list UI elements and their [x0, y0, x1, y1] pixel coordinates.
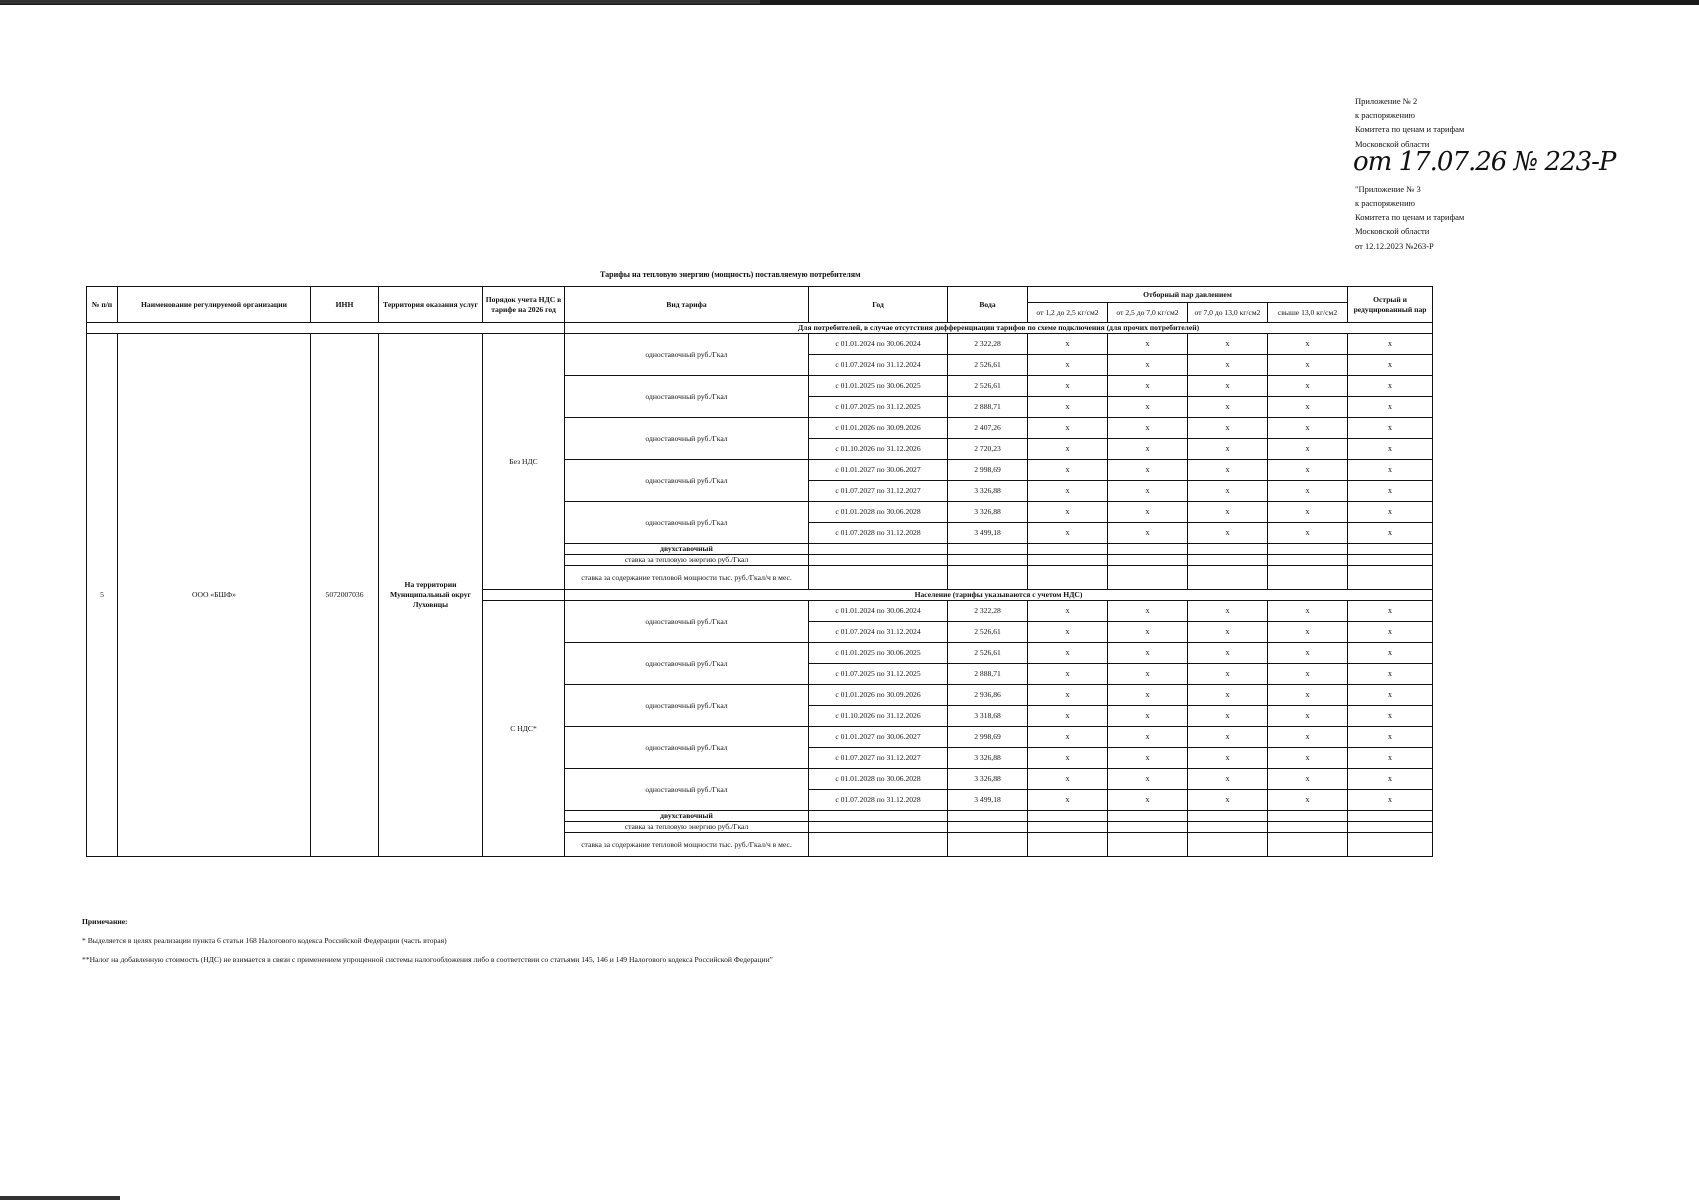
cell-mark: x [1188, 748, 1268, 769]
cell-mark: x [1268, 355, 1348, 376]
tariff-type: одноставочный руб./Гкал [565, 502, 809, 544]
tariff-period: с 01.01.2025 по 30.06.2025 [809, 376, 948, 397]
tariff-period: с 01.07.2027 по 31.12.2027 [809, 481, 948, 502]
tariff-type: одноставочный руб./Гкал [565, 685, 809, 727]
note-line: * Выделяется в целях реализации пункта 6 статьи 168 Налогового кодекса Российской Федерации (часть вторая) [82, 936, 447, 945]
cell-mark: x [1108, 376, 1188, 397]
cell-mark: x [1268, 706, 1348, 727]
cell-empty [1108, 822, 1188, 833]
cell-empty [809, 544, 948, 555]
cell-mark: x [1028, 397, 1108, 418]
cell-empty [1348, 566, 1433, 590]
cell-mark: x [1108, 397, 1188, 418]
cell-mark: x [1268, 643, 1348, 664]
tariff-water-value: 2 407,26 [948, 418, 1028, 439]
col-header-num: № п/п [87, 287, 118, 323]
cell-empty [809, 566, 948, 590]
tariff-water-value: 2 322,28 [948, 334, 1028, 355]
tariff-period: с 01.01.2024 по 30.06.2024 [809, 601, 948, 622]
tariff-water-value: 2 888,71 [948, 664, 1028, 685]
tariff-water-value: 2 322,28 [948, 601, 1028, 622]
cell-empty [1028, 566, 1108, 590]
cell-empty [1108, 833, 1188, 857]
cell-mark: x [1188, 727, 1268, 748]
vat-mode: Без НДС [483, 334, 565, 590]
cell-mark: x [1268, 460, 1348, 481]
cell-empty [1108, 555, 1188, 566]
cell-mark: x [1348, 706, 1433, 727]
prev-appendix-line: от 12.12.2023 №263-Р [1355, 240, 1434, 251]
tariff-water-value: 2 720,23 [948, 439, 1028, 460]
cell-mark: x [1028, 502, 1108, 523]
col-header-inn: ИНН [311, 287, 379, 323]
tariff-water-value: 3 499,18 [948, 790, 1028, 811]
cell-mark: x [1268, 790, 1348, 811]
cell-mark: x [1108, 727, 1188, 748]
cell-mark: x [1028, 706, 1108, 727]
cell-mark: x [1268, 685, 1348, 706]
cell-empty [1268, 833, 1348, 857]
cell-mark: x [1268, 334, 1348, 355]
two-part-capacity: ставка за содержание тепловой мощности тыс. руб./Гкал/ч в мес. [565, 566, 809, 590]
cell-empty [948, 811, 1028, 822]
prev-appendix-line: Московской области [1355, 226, 1430, 237]
document-title: Тарифы на тепловую энергию (мощность) поставляемую потребителям [600, 270, 861, 279]
cell-empty [809, 555, 948, 566]
two-part-capacity: ставка за содержание тепловой мощности тыс. руб./Гкал/ч в мес. [565, 833, 809, 857]
tariff-type: одноставочный руб./Гкал [565, 601, 809, 643]
tariff-water-value: 3 499,18 [948, 523, 1028, 544]
tariff-period: с 01.10.2026 по 31.12.2026 [809, 439, 948, 460]
cell-mark: x [1028, 727, 1108, 748]
cell-mark: x [1108, 355, 1188, 376]
appendix-stamp [1355, 94, 1615, 253]
cell-mark: x [1188, 355, 1268, 376]
cell-mark: x [1188, 376, 1268, 397]
cell-mark: x [1188, 685, 1268, 706]
cell-mark: x [1028, 460, 1108, 481]
cell-empty [1348, 544, 1433, 555]
col-header-pressure-2: от 2,5 до 7,0 кг/см2 [1108, 303, 1188, 323]
tariff-water-value: 2 998,69 [948, 460, 1028, 481]
cell-mark: x [1348, 355, 1433, 376]
cell-mark: x [1028, 601, 1108, 622]
col-header-pressure-4: свыше 13,0 кг/см2 [1268, 303, 1348, 323]
tariff-type: одноставочный руб./Гкал [565, 334, 809, 376]
cell-mark: x [1348, 523, 1433, 544]
tariff-table [86, 286, 1433, 857]
cell-empty [1188, 811, 1268, 822]
cell-empty [1188, 555, 1268, 566]
tariff-period: с 01.01.2025 по 30.06.2025 [809, 643, 948, 664]
cell-empty [948, 822, 1028, 833]
col-header-pressure-1: от 1,2 до 2,5 кг/см2 [1028, 303, 1108, 323]
notes-heading: Примечание: [82, 917, 128, 926]
tariff-water-value: 2 526,61 [948, 355, 1028, 376]
tariff-water-value: 2 526,61 [948, 376, 1028, 397]
cell-mark: x [1028, 376, 1108, 397]
cell-empty [1268, 811, 1348, 822]
entry-num: 5 [87, 334, 118, 857]
tariff-period: с 01.01.2028 по 30.06.2028 [809, 769, 948, 790]
cell-mark: x [1268, 523, 1348, 544]
col-header-territory: Территория оказания услуг [379, 287, 483, 323]
cell-mark: x [1188, 418, 1268, 439]
col-header-water: Вода [948, 287, 1028, 323]
cell-mark: x [1108, 790, 1188, 811]
tariff-water-value: 2 526,61 [948, 643, 1028, 664]
cell-mark: x [1348, 439, 1433, 460]
two-part-label: двухставочный [565, 811, 809, 822]
cell-mark: x [1028, 439, 1108, 460]
cell-mark: x [1268, 481, 1348, 502]
cell-mark: x [1028, 790, 1108, 811]
cell-mark: x [1348, 769, 1433, 790]
cell-empty [948, 566, 1028, 590]
cell-mark: x [1108, 418, 1188, 439]
cell-mark: x [1188, 397, 1268, 418]
tariff-period: с 01.01.2026 по 30.09.2026 [809, 418, 948, 439]
cell-mark: x [1268, 439, 1348, 460]
cell-mark: x [1108, 439, 1188, 460]
cell-mark: x [1348, 334, 1433, 355]
cell-empty [1348, 833, 1433, 857]
cell-mark: x [1188, 439, 1268, 460]
cell-mark: x [1028, 748, 1108, 769]
cell-mark: x [1348, 748, 1433, 769]
tariff-water-value: 3 326,88 [948, 481, 1028, 502]
vat-mode: С НДС* [483, 601, 565, 857]
tariff-period: с 01.07.2027 по 31.12.2027 [809, 748, 948, 769]
col-header-vat: Порядок учета НДС в тарифе на 2026 год [483, 287, 565, 323]
col-header-sharp-steam: Острый и редуцированный пар [1348, 287, 1433, 323]
tariff-period: с 01.01.2027 по 30.06.2027 [809, 727, 948, 748]
cell-empty [1348, 822, 1433, 833]
cell-empty [1028, 811, 1108, 822]
cell-mark: x [1188, 790, 1268, 811]
cell-mark: x [1268, 727, 1348, 748]
cell-mark: x [1108, 502, 1188, 523]
cell-mark: x [1348, 790, 1433, 811]
cell-empty [1188, 544, 1268, 555]
cell-mark: x [1108, 706, 1188, 727]
tariff-type: одноставочный руб./Гкал [565, 460, 809, 502]
tariff-period: с 01.07.2025 по 31.12.2025 [809, 664, 948, 685]
cell-empty [809, 833, 948, 857]
cell-empty [1268, 822, 1348, 833]
tariff-type: одноставочный руб./Гкал [565, 418, 809, 460]
section-caption-row [87, 323, 1433, 334]
tariff-water-value: 2 936,86 [948, 685, 1028, 706]
section-caption: Для потребителей, в случае отсутствия дифференциации тарифов по схеме подключения (для прочих потребителей) [565, 323, 1433, 334]
cell-mark: x [1348, 685, 1433, 706]
col-header-org: Наименование регулируемой организации [118, 287, 311, 323]
cell-mark: x [1028, 334, 1108, 355]
col-header-year: Год [809, 287, 948, 323]
cell-empty [87, 323, 565, 334]
cell-mark: x [1108, 460, 1188, 481]
cell-empty [1188, 833, 1268, 857]
header-row [87, 287, 1433, 303]
cell-mark: x [1028, 664, 1108, 685]
cell-empty [1268, 555, 1348, 566]
cell-mark: x [1108, 622, 1188, 643]
cell-mark: x [1188, 523, 1268, 544]
cell-empty [1188, 566, 1268, 590]
scan-edge-top-dark [0, 0, 760, 4]
cell-mark: x [1108, 523, 1188, 544]
cell-mark: x [1188, 481, 1268, 502]
cell-mark: x [1348, 397, 1433, 418]
cell-empty [948, 833, 1028, 857]
cell-mark: x [1268, 418, 1348, 439]
cell-empty [948, 544, 1028, 555]
section-caption: Население (тарифы указываются с учетом НДС) [565, 590, 1433, 601]
cell-mark: x [1108, 481, 1188, 502]
cell-mark: x [1028, 523, 1108, 544]
cell-mark: x [1028, 418, 1108, 439]
cell-mark: x [1108, 748, 1188, 769]
cell-empty [1028, 822, 1108, 833]
prev-appendix-line: "Приложение № 3 [1355, 183, 1421, 194]
tariff-water-value: 2 888,71 [948, 397, 1028, 418]
prev-appendix-line: к распоряжению [1355, 198, 1415, 209]
cell-mark: x [1268, 769, 1348, 790]
cell-mark: x [1188, 502, 1268, 523]
appendix-line: Комитета по ценам и тарифам [1355, 124, 1465, 135]
tariff-type: одноставочный руб./Гкал [565, 727, 809, 769]
tariff-water-value: 2 998,69 [948, 727, 1028, 748]
cell-mark: x [1268, 502, 1348, 523]
cell-mark: x [1348, 664, 1433, 685]
cell-mark: x [1028, 622, 1108, 643]
cell-mark: x [1188, 643, 1268, 664]
tariff-type: одноставочный руб./Гкал [565, 376, 809, 418]
cell-mark: x [1108, 664, 1188, 685]
cell-mark: x [1348, 643, 1433, 664]
cell-empty [1108, 566, 1188, 590]
tariff-period: с 01.07.2024 по 31.12.2024 [809, 355, 948, 376]
col-header-steam: Отборный пар давлением [1028, 287, 1348, 303]
tariff-period: с 01.07.2028 по 31.12.2028 [809, 523, 948, 544]
cell-mark: x [1348, 418, 1433, 439]
two-part-label: двухставочный [565, 544, 809, 555]
tariff-water-value: 3 326,88 [948, 502, 1028, 523]
cell-empty [1348, 811, 1433, 822]
tariff-type: одноставочный руб./Гкал [565, 643, 809, 685]
tariff-type: одноставочный руб./Гкал [565, 769, 809, 811]
cell-mark: x [1348, 502, 1433, 523]
cell-mark: x [1268, 748, 1348, 769]
cell-empty [483, 590, 565, 601]
cell-empty [809, 822, 948, 833]
tariff-water-value: 3 318,68 [948, 706, 1028, 727]
tariff-period: с 01.07.2028 по 31.12.2028 [809, 790, 948, 811]
appendix-line: Московской области [1355, 138, 1430, 149]
cell-empty [1028, 833, 1108, 857]
tariff-period: с 01.07.2025 по 31.12.2025 [809, 397, 948, 418]
cell-mark: x [1268, 397, 1348, 418]
tariff-period: с 01.01.2026 по 30.09.2026 [809, 685, 948, 706]
cell-empty [809, 811, 948, 822]
tariff-period: с 01.01.2024 по 30.06.2024 [809, 334, 948, 355]
cell-mark: x [1348, 376, 1433, 397]
cell-mark: x [1108, 769, 1188, 790]
cell-mark: x [1028, 769, 1108, 790]
scan-edge-bottom [0, 1196, 120, 1200]
cell-mark: x [1028, 481, 1108, 502]
note-line: **Налог на добавленную стоимость (НДС) не взимается в связи с применением упрощенной системы налогообложения либо в соответствии со статьями 145, 146 и 149 Налогового кодекса Российской Федерации" [82, 955, 773, 964]
tariff-period: с 01.10.2026 по 31.12.2026 [809, 706, 948, 727]
appendix-line: к распоряжению [1355, 110, 1415, 121]
cell-mark: x [1268, 664, 1348, 685]
tariff-row [87, 334, 1433, 355]
entry-territory: На территории Муниципальный округ Луховицы [379, 334, 483, 857]
cell-mark: x [1108, 334, 1188, 355]
tariff-water-value: 2 526,61 [948, 622, 1028, 643]
col-header-tariff-type: Вид тарифа [565, 287, 809, 323]
cell-empty [1188, 822, 1268, 833]
cell-mark: x [1348, 460, 1433, 481]
cell-empty [1268, 544, 1348, 555]
cell-empty [1108, 544, 1188, 555]
cell-empty [948, 555, 1028, 566]
cell-mark: x [1188, 769, 1268, 790]
tariff-period: с 01.07.2024 по 31.12.2024 [809, 622, 948, 643]
cell-mark: x [1028, 685, 1108, 706]
cell-mark: x [1108, 643, 1188, 664]
cell-mark: x [1348, 622, 1433, 643]
cell-mark: x [1268, 601, 1348, 622]
cell-mark: x [1188, 706, 1268, 727]
tariff-water-value: 3 326,88 [948, 769, 1028, 790]
cell-empty [1028, 544, 1108, 555]
cell-mark: x [1348, 601, 1433, 622]
cell-mark: x [1188, 601, 1268, 622]
entry-inn: 5072007036 [311, 334, 379, 857]
tariff-period: с 01.01.2027 по 30.06.2027 [809, 460, 948, 481]
cell-mark: x [1188, 334, 1268, 355]
cell-mark: x [1028, 355, 1108, 376]
cell-empty [1108, 811, 1188, 822]
cell-empty [1268, 566, 1348, 590]
cell-empty [1028, 555, 1108, 566]
entry-org: ООО «БШФ» [118, 334, 311, 857]
col-header-pressure-3: от 7,0 до 13,0 кг/см2 [1188, 303, 1268, 323]
cell-mark: x [1188, 460, 1268, 481]
cell-mark: x [1348, 481, 1433, 502]
two-part-energy: ставка за тепловую энергию руб./Гкал [565, 555, 809, 566]
two-part-energy: ставка за тепловую энергию руб./Гкал [565, 822, 809, 833]
cell-mark: x [1028, 643, 1108, 664]
tariff-period: с 01.01.2028 по 30.06.2028 [809, 502, 948, 523]
cell-mark: x [1108, 601, 1188, 622]
cell-mark: x [1268, 376, 1348, 397]
prev-appendix-line: Комитета по ценам и тарифам [1355, 212, 1465, 223]
cell-mark: x [1188, 622, 1268, 643]
handwritten-date-number: от 17.07.26 № 223-Р [1353, 146, 1616, 177]
cell-mark: x [1188, 664, 1268, 685]
cell-empty [1348, 555, 1433, 566]
appendix-line: Приложение № 2 [1355, 96, 1418, 106]
cell-mark: x [1108, 685, 1188, 706]
notes [82, 912, 773, 969]
cell-mark: x [1348, 727, 1433, 748]
cell-mark: x [1268, 622, 1348, 643]
tariff-water-value: 3 326,88 [948, 748, 1028, 769]
